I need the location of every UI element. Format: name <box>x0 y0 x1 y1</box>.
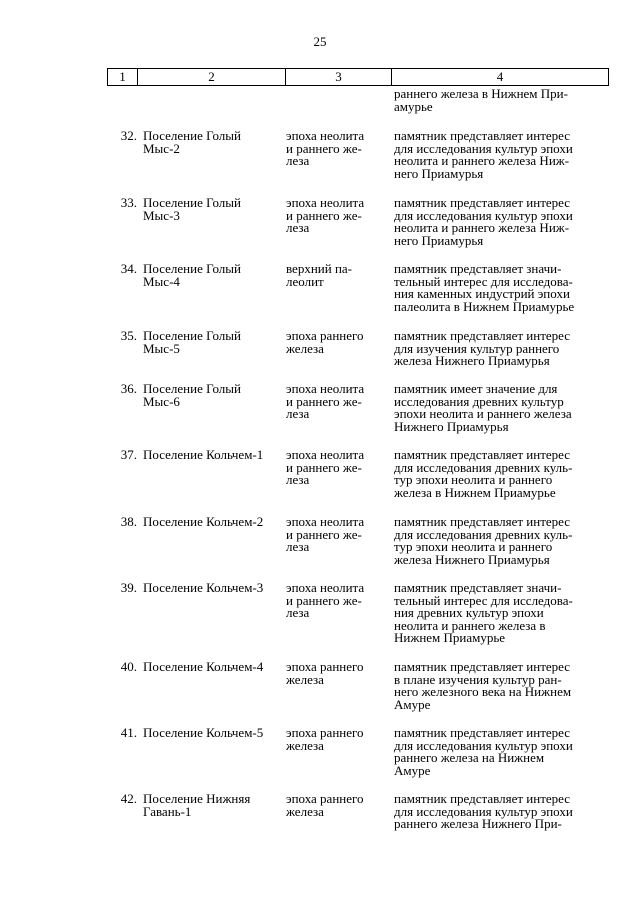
row-number: 35. <box>120 328 137 343</box>
monument-description: памятник представляет интерес в плане изучения культур ран- него железного века на Нижнем Амуре <box>394 659 572 712</box>
monument-name: Поселение Нижняя Гавань-1 <box>143 791 251 819</box>
monument-name: Поселение Кольчем-1 <box>143 447 264 462</box>
monument-period: эпоха неолита и раннего же- леза <box>286 580 365 620</box>
monument-period: эпоха раннего железа <box>286 725 364 753</box>
monument-description: памятник представляет значи- тельный интерес для исследова- ния древних культур эпохи неолита и раннего железа в Нижнем Приамурье <box>394 580 573 645</box>
monument-period: эпоха неолита и раннего же- леза <box>286 514 365 554</box>
monument-period: эпоха неолита и раннего же- леза <box>286 381 365 421</box>
monument-name: Поселение Голый Мыс-3 <box>143 195 241 223</box>
monument-name: Поселение Кольчем-5 <box>143 725 264 740</box>
monument-name: Поселение Голый Мыс-4 <box>143 261 241 289</box>
monument-name: Поселение Кольчем-3 <box>143 580 264 595</box>
row-number: 37. <box>120 447 137 462</box>
monument-description: памятник представляет значи- тельный интерес для исследова- ния каменных индустрий эпохи палеолита в Нижнем Приамурье <box>394 261 575 314</box>
continuation-text: раннего железа в Нижнем При- амурье <box>394 86 568 114</box>
monument-description: памятник представляет интерес для исследования древних куль- тур эпохи неолита и раннего железа в Нижнем Приамурье <box>394 447 573 500</box>
monument-period: эпоха неолита и раннего же- леза <box>286 195 365 235</box>
monument-period: эпоха неолита и раннего же- леза <box>286 447 365 487</box>
monument-name: Поселение Голый Мыс-2 <box>143 128 241 156</box>
row-number: 32. <box>120 128 137 143</box>
monument-period: эпоха раннего железа <box>286 659 364 687</box>
row-number: 33. <box>120 195 137 210</box>
header-col-2: 2 <box>138 69 286 85</box>
row-number: 42. <box>120 791 137 806</box>
header-col-1: 1 <box>108 69 138 85</box>
row-number: 38. <box>120 514 137 529</box>
row-number: 34. <box>120 261 137 276</box>
monument-name: Поселение Кольчем-2 <box>143 514 264 529</box>
monument-name: Поселение Кольчем-4 <box>143 659 264 674</box>
monument-description: памятник представляет интерес для исследования культур эпохи раннего железа на Нижнем Амуре <box>394 725 573 778</box>
monument-description: памятник представляет интерес для исследования культур эпохи раннего железа Нижнего При- <box>394 791 573 831</box>
row-number: 40. <box>120 659 137 674</box>
monument-description: памятник представляет интерес для исследования культур эпохи неолита и раннего железа Ниж- него Приамурья <box>394 128 573 181</box>
monument-description: памятник представляет интерес для изучения культур раннего железа Нижнего Приамурья <box>394 328 571 368</box>
monument-period: верхний па- леолит <box>286 261 353 289</box>
header-col-3: 3 <box>286 69 392 85</box>
monument-name: Поселение Голый Мыс-5 <box>143 328 241 356</box>
header-col-4: 4 <box>496 69 504 84</box>
monument-description: памятник имеет значение для исследования древних культур эпохи неолита и раннего железа Нижнего Приамурья <box>394 381 572 434</box>
monument-period: эпоха раннего железа <box>286 791 364 819</box>
row-number: 36. <box>120 381 137 396</box>
row-number: 41. <box>120 725 137 740</box>
row-number: 39. <box>120 580 137 595</box>
monument-period: эпоха неолита и раннего же- леза <box>286 128 365 168</box>
page-number: 25 <box>313 34 327 49</box>
table-header <box>107 68 609 86</box>
monument-description: памятник представляет интерес для исследования древних куль- тур эпохи неолита и раннего железа Нижнего Приамурья <box>394 514 573 567</box>
monument-description: памятник представляет интерес для исследования культур эпохи неолита и раннего железа Ниж- него Приамурья <box>394 195 573 248</box>
monument-name: Поселение Голый Мыс-6 <box>143 381 241 409</box>
monument-period: эпоха раннего железа <box>286 328 364 356</box>
